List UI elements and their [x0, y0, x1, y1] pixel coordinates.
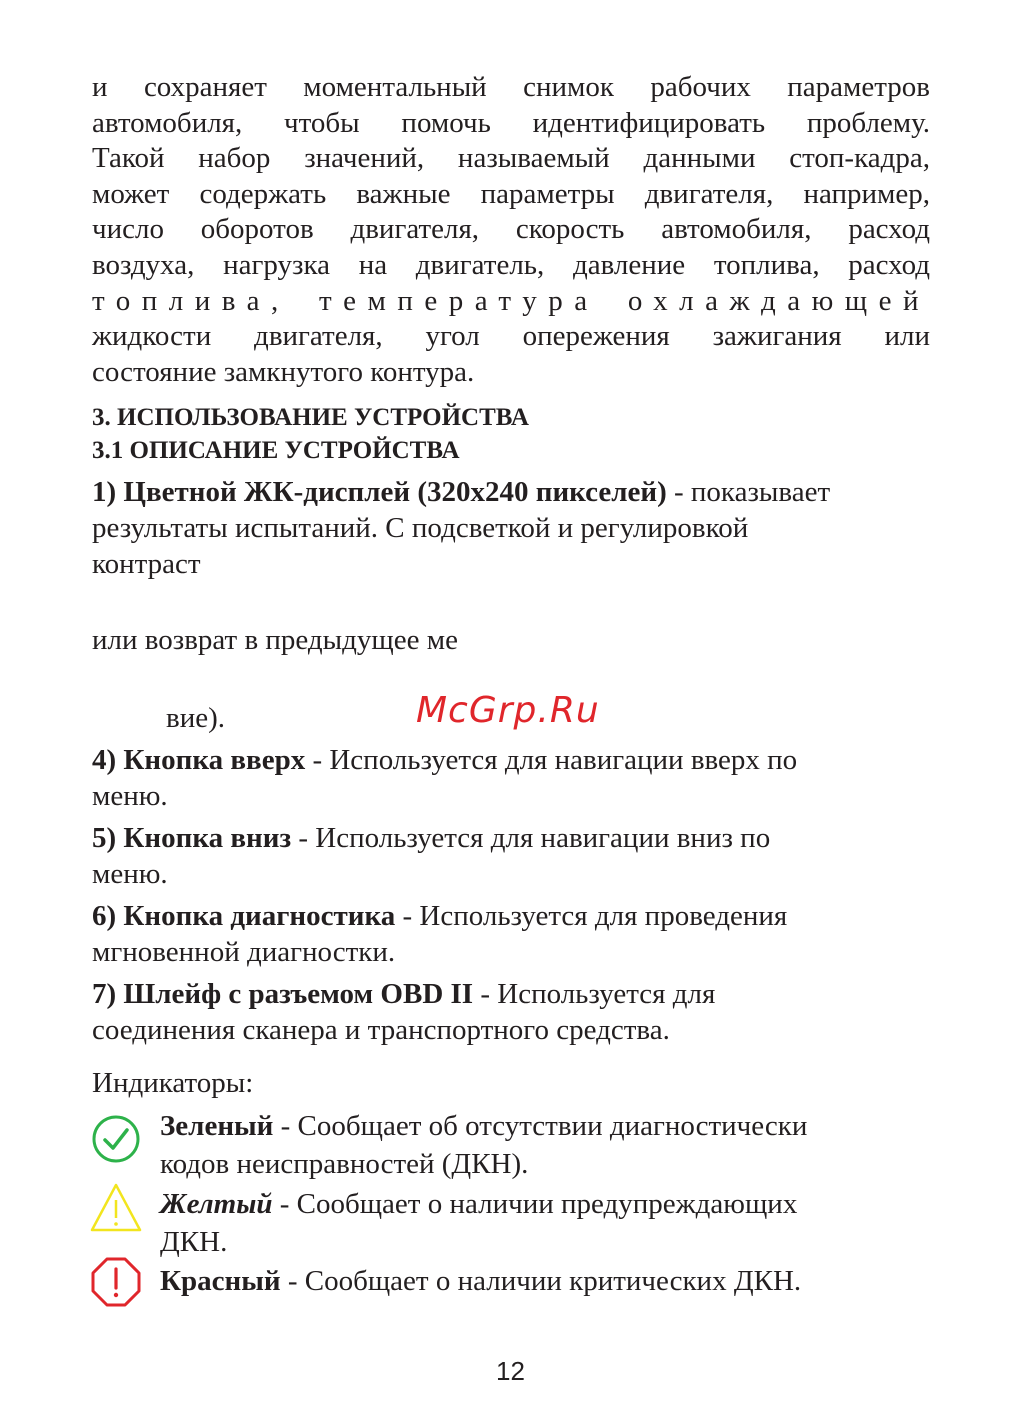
indicator-description: - Сообщает о наличии критических ДКН.: [280, 1265, 802, 1297]
warning-triangle-icon: [88, 1180, 144, 1236]
item-title: 7) Шлейф с разъемом OBD II: [92, 978, 474, 1010]
indicator-name: Красный: [160, 1265, 281, 1297]
indicator-red: [160, 1262, 801, 1300]
item-description: - Используется для проведения: [395, 900, 788, 932]
item-description-line: мгновенной диагностки.: [92, 936, 396, 968]
intro-line: состояние замкнутого контура.: [92, 355, 475, 388]
intro-paragraph: [92, 70, 930, 390]
item-description: - показывает: [666, 476, 831, 508]
section-heading: 3. ИСПОЛЬЗОВАНИЕ УСТРОЙСТВА: [92, 404, 529, 431]
indicators-label: Индикаторы:: [92, 1067, 254, 1099]
watermark: McGrp.Ru: [416, 690, 600, 731]
item-title: 4) Кнопка вверх: [92, 744, 306, 776]
subsection-heading: 3.1 ОПИСАНИЕ УСТРОЙСТВА: [92, 437, 460, 464]
item-description-line: результаты испытаний. С подсветкой и регулировкой: [92, 512, 749, 544]
item-description: - Используется для навигации вверх по: [305, 744, 798, 776]
alert-octagon-icon: [90, 1256, 142, 1308]
indicator-description: - Сообщает об отсутствии диагностически: [273, 1110, 808, 1142]
fragment-text: вие).: [166, 702, 225, 734]
indicator-green: [160, 1107, 807, 1183]
item-description-line: контраст: [92, 548, 201, 580]
page-number: 12: [496, 1356, 525, 1386]
fragment-text: или возврат в предыдущее ме: [92, 624, 458, 656]
item-description: - Используется для навигации вниз по: [291, 822, 771, 854]
intro-line: жидкости двигателя, угол опережения зажигания или: [92, 320, 930, 353]
indicator-name: Желтый: [160, 1188, 273, 1220]
item-diagnostics-button: [92, 898, 787, 970]
item-title: 6) Кнопка диагностика: [92, 900, 396, 932]
item-title: 5) Кнопка вниз: [92, 822, 292, 854]
intro-line: число оборотов двигателя, скорость автомобиля, расход: [92, 213, 930, 246]
intro-line: топлива, температура охлаждающей: [92, 284, 930, 317]
item-description-line: меню.: [92, 780, 168, 812]
indicator-yellow: [160, 1185, 797, 1261]
item-obd-cable: [92, 976, 715, 1048]
item-up-button: [92, 742, 797, 814]
intro-line: и сохраняет моментальный снимок рабочих параметров: [92, 71, 930, 103]
check-circle-icon: [90, 1113, 142, 1165]
item-title: 1) Цветной ЖК-дисплей (320х240 пикселей): [92, 476, 667, 508]
intro-line: автомобиля, чтобы помочь идентифицировать проблему.: [92, 106, 930, 139]
indicator-name: Зеленый: [160, 1110, 274, 1142]
intro-line: может содержать важные параметры двигателя, например,: [92, 177, 930, 210]
indicator-description: - Сообщает о наличии предупреждающих: [272, 1188, 798, 1220]
intro-line: Такой набор значений, называемый данными стоп-кадра,: [92, 142, 930, 175]
item-description: - Используется для: [473, 978, 716, 1010]
indicator-description-line: кодов неисправностей (ДКН).: [160, 1148, 529, 1180]
intro-line: воздуха, нагрузка на двигатель, давление топлива, расход: [92, 248, 930, 281]
item-display: [92, 474, 830, 582]
item-down-button: [92, 820, 770, 892]
item-description-line: соединения сканера и транспортного средства.: [92, 1014, 670, 1046]
item-description-line: меню.: [92, 858, 168, 890]
indicator-description-line: ДКН.: [160, 1226, 228, 1258]
